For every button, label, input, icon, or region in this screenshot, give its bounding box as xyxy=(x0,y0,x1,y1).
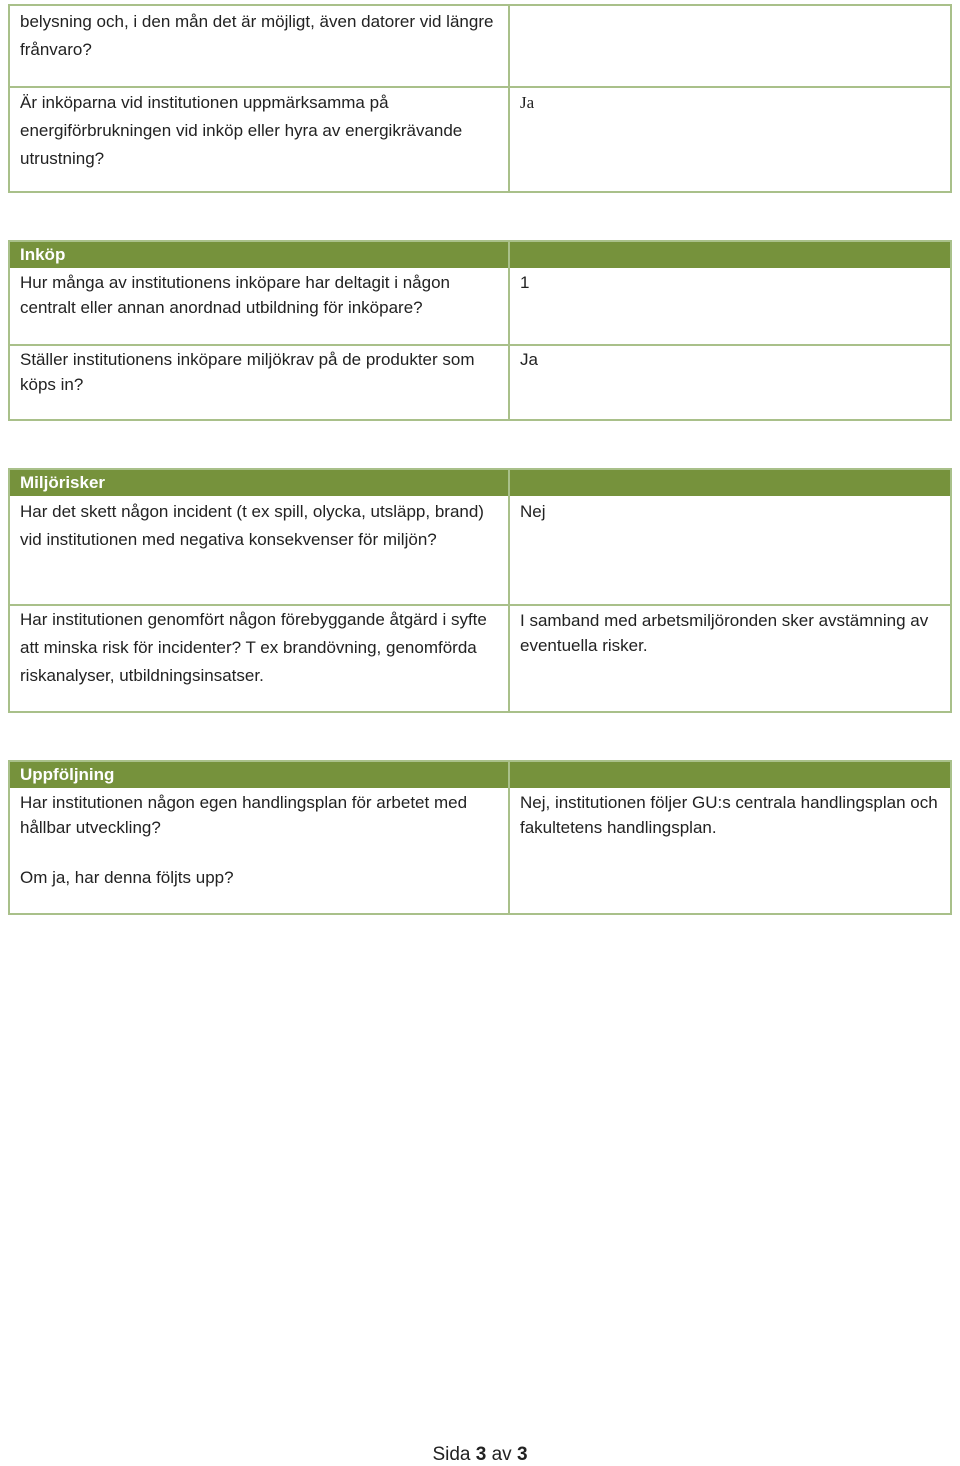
energy-table xyxy=(8,4,952,193)
section-header xyxy=(10,470,950,496)
question-cell: belysning och, i den mån det är möjligt, även datorer vid längre frånvaro? xyxy=(10,6,510,86)
table-row xyxy=(10,344,950,419)
footer-page-number: 3 xyxy=(475,1444,487,1465)
question-cell: Ställer institutionens inköpare miljökrav på de produkter som köps in? xyxy=(10,346,510,419)
table-row xyxy=(10,6,950,86)
miljorisker-table xyxy=(8,468,952,713)
question-cell: Är inköparna vid institutionen uppmärksamma på energiförbrukningen vid inköp eller hyra av energikrävande utrustning? xyxy=(10,88,510,191)
question-cell xyxy=(10,788,510,913)
table-row xyxy=(10,496,950,604)
question-text: Har institutionen någon egen handlingsplan för arbetet med hållbar utveckling? xyxy=(20,793,468,837)
question-followup-text: Om ja, har denna följts upp? xyxy=(20,868,234,887)
inkop-table xyxy=(8,240,952,421)
answer-cell: I samband med arbetsmiljöronden sker avstämning av eventuella risker. xyxy=(520,611,929,655)
section-header xyxy=(10,242,950,268)
table-row xyxy=(10,604,950,711)
question-cell: Har institutionen genomfört någon förebyggande åtgärd i syfte att minska risk för incidenter? T ex brandövning, genomförda riskanalyser, utbildningsinsatser. xyxy=(10,606,510,711)
section-header xyxy=(10,762,950,788)
section-title: Uppföljning xyxy=(10,762,510,788)
section-title: Miljörisker xyxy=(10,470,510,496)
footer-prefix: Sida xyxy=(432,1444,471,1465)
section-title: Inköp xyxy=(10,242,510,268)
table-row xyxy=(10,788,950,913)
answer-cell: Nej, institutionen följer GU:s centrala handlingsplan och fakultetens handlingsplan. xyxy=(520,793,938,837)
table-row xyxy=(10,268,950,344)
uppfoljning-table xyxy=(8,760,952,915)
answer-cell: Nej xyxy=(520,502,546,521)
table-row xyxy=(10,86,950,191)
footer-total-pages: 3 xyxy=(516,1444,528,1465)
answer-cell: Ja xyxy=(520,350,538,369)
answer-cell xyxy=(510,6,950,86)
question-cell: Hur många av institutionens inköpare har deltagit i någon centralt eller annan anordnad utbildning för inköpare? xyxy=(10,268,510,344)
question-cell: Har det skett någon incident (t ex spill, olycka, utsläpp, brand) vid institutionen med negativa konsekvenser för miljön? xyxy=(10,496,510,604)
answer-cell: 1 xyxy=(520,273,530,292)
answer-cell: Ja xyxy=(520,93,535,112)
page-footer xyxy=(0,1444,960,1466)
footer-separator: av xyxy=(491,1444,512,1465)
